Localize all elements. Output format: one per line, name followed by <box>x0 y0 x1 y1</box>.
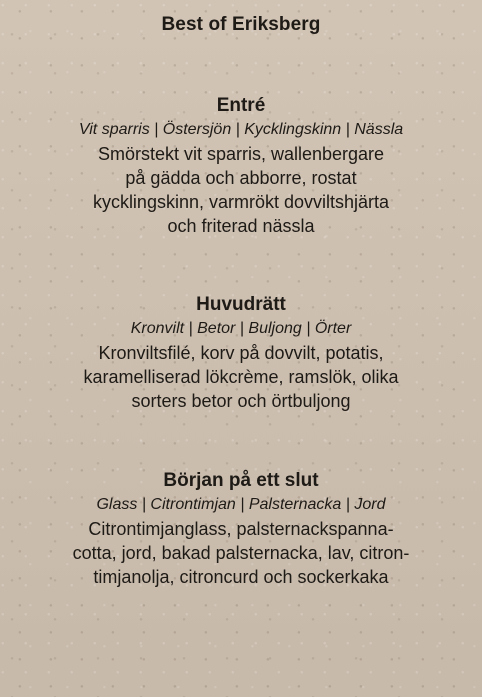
course-tags: Glass | Citrontimjan | Palsternacka | Jord <box>96 496 386 513</box>
description-line: kycklingskinn, varmrökt dovviltshjärta <box>92 192 390 212</box>
course-tags: Kronvilt | Betor | Buljong | Örter <box>130 320 352 337</box>
description-line: sorters betor och örtbuljong <box>131 391 351 411</box>
course-entre <box>0 94 482 238</box>
menu-title: Best of Eriksberg <box>161 14 321 35</box>
description-line: karamelliserad lökcrème, ramslök, olika <box>83 367 399 387</box>
course-tags: Vit sparris | Östersjön | Kycklingskinn | Nässla <box>78 121 404 138</box>
description-line: cotta, jord, bakad palsternacka, lav, citron- <box>72 543 410 563</box>
description-line: timjanolja, citroncurd och sockerkaka <box>93 567 389 587</box>
description-line: Citrontimjanglass, palsternackspanna- <box>88 519 394 539</box>
course-description <box>46 341 436 413</box>
course-description <box>46 142 436 238</box>
description-line: Smörstekt vit sparris, wallenbergare <box>97 144 385 164</box>
course-heading: Början på ett slut <box>163 470 319 491</box>
course-huvudratt <box>0 293 482 413</box>
description-line: och friterad nässla <box>167 216 315 236</box>
course-heading: Huvudrätt <box>196 294 286 315</box>
course-borjan-pa-ett-slut <box>0 469 482 589</box>
course-heading: Entré <box>216 95 266 116</box>
description-line: på gädda och abborre, rostat <box>125 168 357 188</box>
course-description <box>46 517 436 589</box>
description-line: Kronviltsfilé, korv på dovvilt, potatis, <box>98 343 384 363</box>
